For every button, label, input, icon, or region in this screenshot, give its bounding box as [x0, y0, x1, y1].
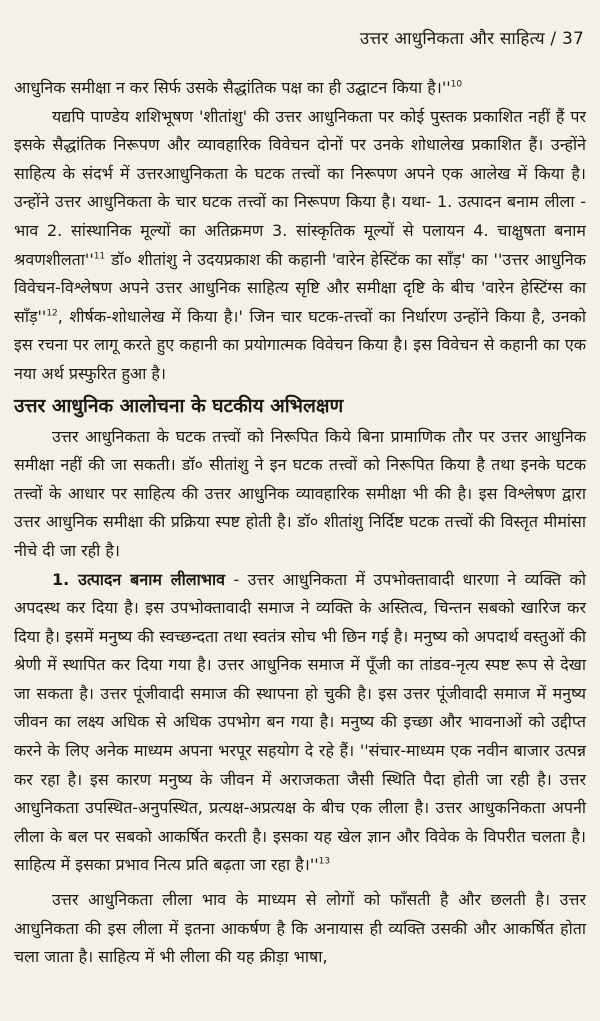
paragraph-leela-bhava	[14, 886, 586, 972]
page-body	[14, 74, 586, 972]
paragraph-continuation	[14, 74, 586, 103]
paragraph-text: डॉ० शीतांशु ने उदयप्रकाश की कहानी 'वारेन हेस्टिंक का साँड़' का ''उत्तर आधुनिक विवेचन-विश्लेषण अपने उत्तर आधुनिक साहित्य सृष्टि और समीक्षा दृष्टि के बीच 'वारेन हेस्टिंग्स का साँड़''	[14, 249, 586, 326]
footnote-ref: 13	[318, 857, 331, 868]
paragraph-text: , शीर्षक-शोधालेख में किया है।' जिन चार घटक-तत्त्वों का निर्धारण उन्होंने किया है, उनको इस रचना पर लागू करते हुए कहानी का प्रयोगात्मक विवेचन किया है। इस विवेचन से कहानी का एक नया अर्थ प्रस्फुरित हुआ है।	[14, 306, 586, 383]
paragraph-text: उत्तर आधुनिकता लीला भाव के माध्यम से लोगों को फाँसती है और छलती है। उत्तर आधुनिकता की इस लीला में इतना आकर्षण है कि अनायास ही व्यक्ति उसकी और आकर्षित होता चला जाता है। साहित्य में भी लीला की यह क्रीड़ा भाषा,	[14, 890, 586, 967]
header-separator: /	[544, 29, 562, 49]
paragraph-text: उत्तर आधुनिकता के घटक तत्त्वों को निरूपित किये बिना प्रामाणिक तौर पर उत्तर आधुनिक समीक्षा नहीं की जा सकती। डॉ० सीतांशु ने इन घटक तत्त्वों को निरूपित किया है तथा इनके घटक तत्त्वों के आधार पर साहित्य की उत्तर आधुनिक व्यावहारिक समीक्षा भी की है। इस विश्लेषण द्वारा उत्तर आधुनिक समीक्षा की प्रक्रिया स्पष्ट होती है। डॉ० शीतांशु निर्दिष्ट घटक तत्त्वों की विस्तृत मीमांसा नीचे दी जा रही है।	[14, 426, 586, 560]
paragraph-text: यद्यपि पाण्डेय शशिभूषण 'शीतांशु' की उत्तर आधुनिकता पर कोई पुस्तक प्रकाशित नहीं हैं पर इसके सैद्धांतिक निरूपण और व्यावहारिक विवेचन दोनों पर उनके शोधालेख प्रकाशित हैं। उन्होंने साहित्य के संदर्भ में उत्तरआधुनिकता के घटक तत्त्वों का निरूपण अपने एक आलेख में किया है। उन्होंने उत्तर आधुनिकता के चार घटक तत्त्वों का निरूपण किया है। यथा- 1. उत्पादन बनाम लीला - भाव 2. सांस्थानिक मूल्यों का अतिक्रमण 3. सांस्कृतिक मूल्यों से पलायन 4. चाक्षुषता बनाम श्रवणशीलता''	[14, 106, 586, 269]
paragraph-production-vs-leela	[14, 566, 586, 881]
subsection-lead: 1. उत्पादन बनाम लीलाभाव	[52, 569, 226, 589]
paragraph-components	[14, 423, 586, 566]
running-title: उत्तर आधुनिकता और साहित्य	[359, 29, 545, 49]
running-header	[360, 26, 584, 49]
footnote-ref: 12	[46, 308, 58, 319]
paragraph-text: आधुनिक समीक्षा न कर सिर्फ उसके सैद्धांतिक पक्ष का ही उद्घाटन किया है।''	[14, 78, 451, 97]
footnote-ref: 10	[450, 79, 463, 90]
page-number: 37	[561, 29, 584, 49]
paragraph-shitanshu	[14, 103, 586, 389]
section-heading: उत्तर आधुनिक आलोचना के घटकीय अभिलक्षण	[14, 394, 344, 417]
paragraph-text: - उत्तर आधुनिकता में उपभोक्तावादी धारणा ने व्यक्ति को अपदस्थ कर दिया है। इस उपभोक्तावादी समाज ने व्यक्ति के अस्तित्व, चिन्तन सबको खारिज कर दिया है। इसमें मनुष्य की स्वच्छन्दता तथा स्वतंत्र सोच भी छिन गई है। मनुष्य को अपदार्थ वस्तुओं की श्रेणी में स्थापित कर दिया गया है। उत्तर आधुनिक समाज में पूँजी का तांडव-नृत्य स्पष्ट रूप से देखा जा सकता है। उत्तर पूंजीवादी समाज की स्थापना हो चुकी है। इस उत्तर पूंजीवादी समाज में मनुष्य जीवन का लक्ष्य अधिक से अधिक उपभोग बन गया है। मनुष्य की इच्छा और भावनाओं को उद्दीप्त करने के लिए अनेक माध्यम अपना भरपूर सहयोग दे रहे हैं। ''संचार-माध्यम एक नवीन बाजार उत्पन्न कर रहा है। इस कारण मनुष्य के जीवन में अराजकता जैसी स्थिति पैदा होती जा रही है। उत्तर आधुनिकता उपस्थित-अनुपस्थित, प्रत्यक्ष-अप्रत्यक्ष के बीच एक लीला है। उत्तर आधुकनिकता अपनी लीला के बल पर सबको आकर्षित करती है। इसका यह खेल ज्ञान और विवेक के विपरीत चलता है। साहित्य में इसका प्रभाव नित्य प्रति बढ़ता जा रहा है।''	[14, 569, 586, 875]
footnote-ref: 11	[93, 251, 106, 262]
